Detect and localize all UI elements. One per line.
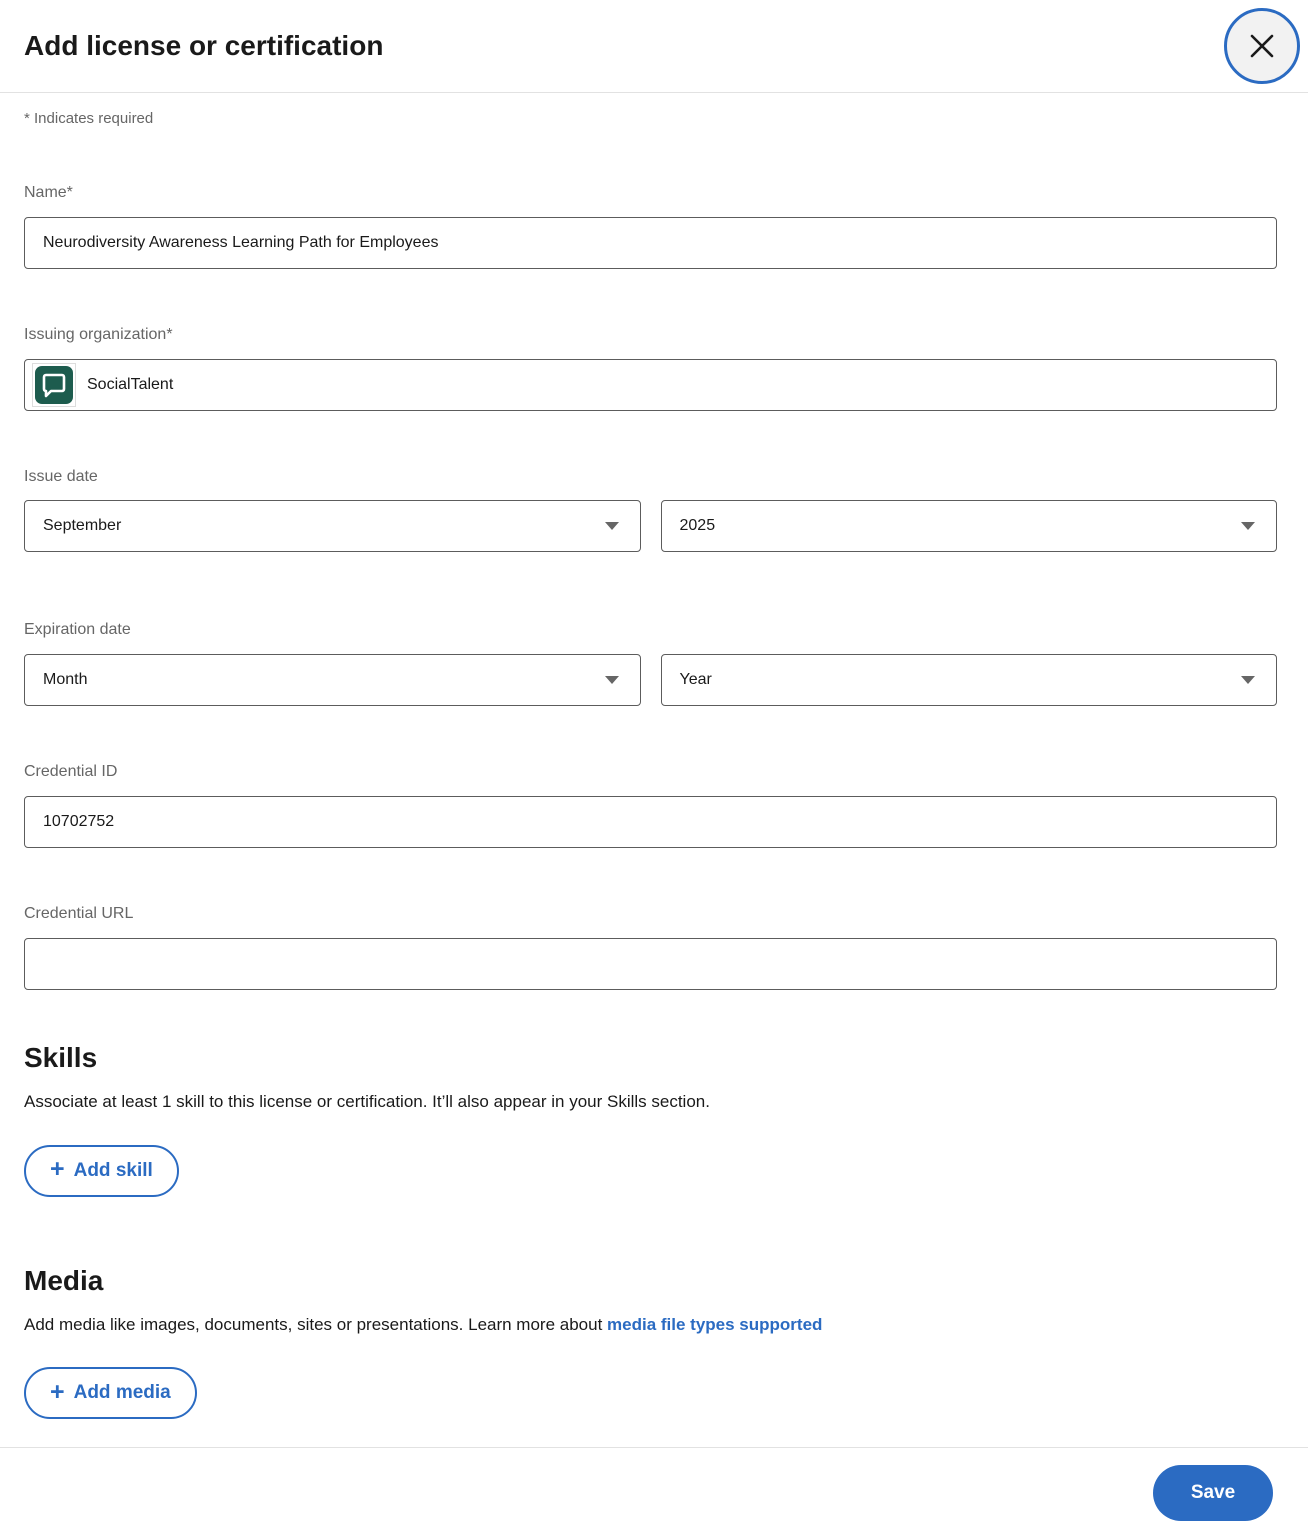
expiration-year-value: Year xyxy=(679,671,712,689)
modal-footer xyxy=(0,1447,1308,1538)
credential-id-field-group xyxy=(24,762,1277,848)
credential-url-field-group xyxy=(24,904,1277,990)
issuing-org-label: Issuing organization* xyxy=(24,325,173,343)
issue-year-value: 2025 xyxy=(679,517,716,535)
issuing-org-field-group xyxy=(24,325,1277,411)
chevron-down-icon xyxy=(1241,676,1255,684)
issue-date-field-group xyxy=(24,467,1277,553)
skills-heading: Skills xyxy=(24,1041,98,1073)
expiration-month-value: Month xyxy=(43,671,88,689)
credential-url-label: Credential URL xyxy=(24,904,134,922)
expiration-date-label: Expiration date xyxy=(24,621,131,639)
modal-title: Add license or certification xyxy=(24,30,384,61)
issue-month-select[interactable] xyxy=(24,500,641,552)
issue-month-value: September xyxy=(43,517,122,535)
issuing-org-input[interactable] xyxy=(24,359,1277,411)
close-icon xyxy=(1246,30,1278,62)
modal-header xyxy=(0,0,1308,93)
name-input[interactable] xyxy=(24,217,1277,269)
save-button[interactable]: Save xyxy=(1153,1465,1273,1521)
media-description xyxy=(24,1313,1277,1337)
add-skill-label: Add skill xyxy=(73,1159,153,1181)
expiration-year-select[interactable] xyxy=(661,654,1278,706)
issuing-org-value: SocialTalent xyxy=(87,375,174,393)
chevron-down-icon xyxy=(1241,522,1255,530)
required-note: * Indicates required xyxy=(24,110,154,127)
expiration-month-select[interactable] xyxy=(24,654,641,706)
name-field-group xyxy=(24,183,1277,269)
issue-date-row xyxy=(24,500,1277,552)
issue-date-label: Issue date xyxy=(24,467,98,485)
credential-id-label: Credential ID xyxy=(24,763,118,781)
plus-icon: + xyxy=(50,1377,65,1406)
add-media-button[interactable] xyxy=(24,1367,197,1419)
socialtalent-logo-icon xyxy=(32,363,76,407)
add-skill-button[interactable] xyxy=(24,1145,179,1197)
chevron-down-icon xyxy=(605,522,619,530)
media-file-types-link[interactable]: media file types supported xyxy=(607,1314,823,1334)
skills-description: Associate at least 1 skill to this license or certification. It’ll also appear in your Skills section. xyxy=(24,1091,710,1111)
credential-id-input[interactable] xyxy=(24,796,1277,848)
chevron-down-icon xyxy=(605,676,619,684)
credential-url-input[interactable] xyxy=(24,938,1277,990)
issue-year-select[interactable] xyxy=(661,500,1278,552)
name-label: Name* xyxy=(24,184,73,201)
expiration-date-row xyxy=(24,654,1277,706)
plus-icon: + xyxy=(50,1155,65,1184)
close-button[interactable] xyxy=(1224,8,1300,84)
expiration-date-field-group xyxy=(24,620,1277,706)
modal-body xyxy=(0,110,1308,1419)
add-media-label: Add media xyxy=(73,1382,171,1404)
media-heading: Media xyxy=(24,1264,104,1296)
media-description-text: Add media like images, documents, sites or presentations. Learn more about xyxy=(24,1314,608,1334)
